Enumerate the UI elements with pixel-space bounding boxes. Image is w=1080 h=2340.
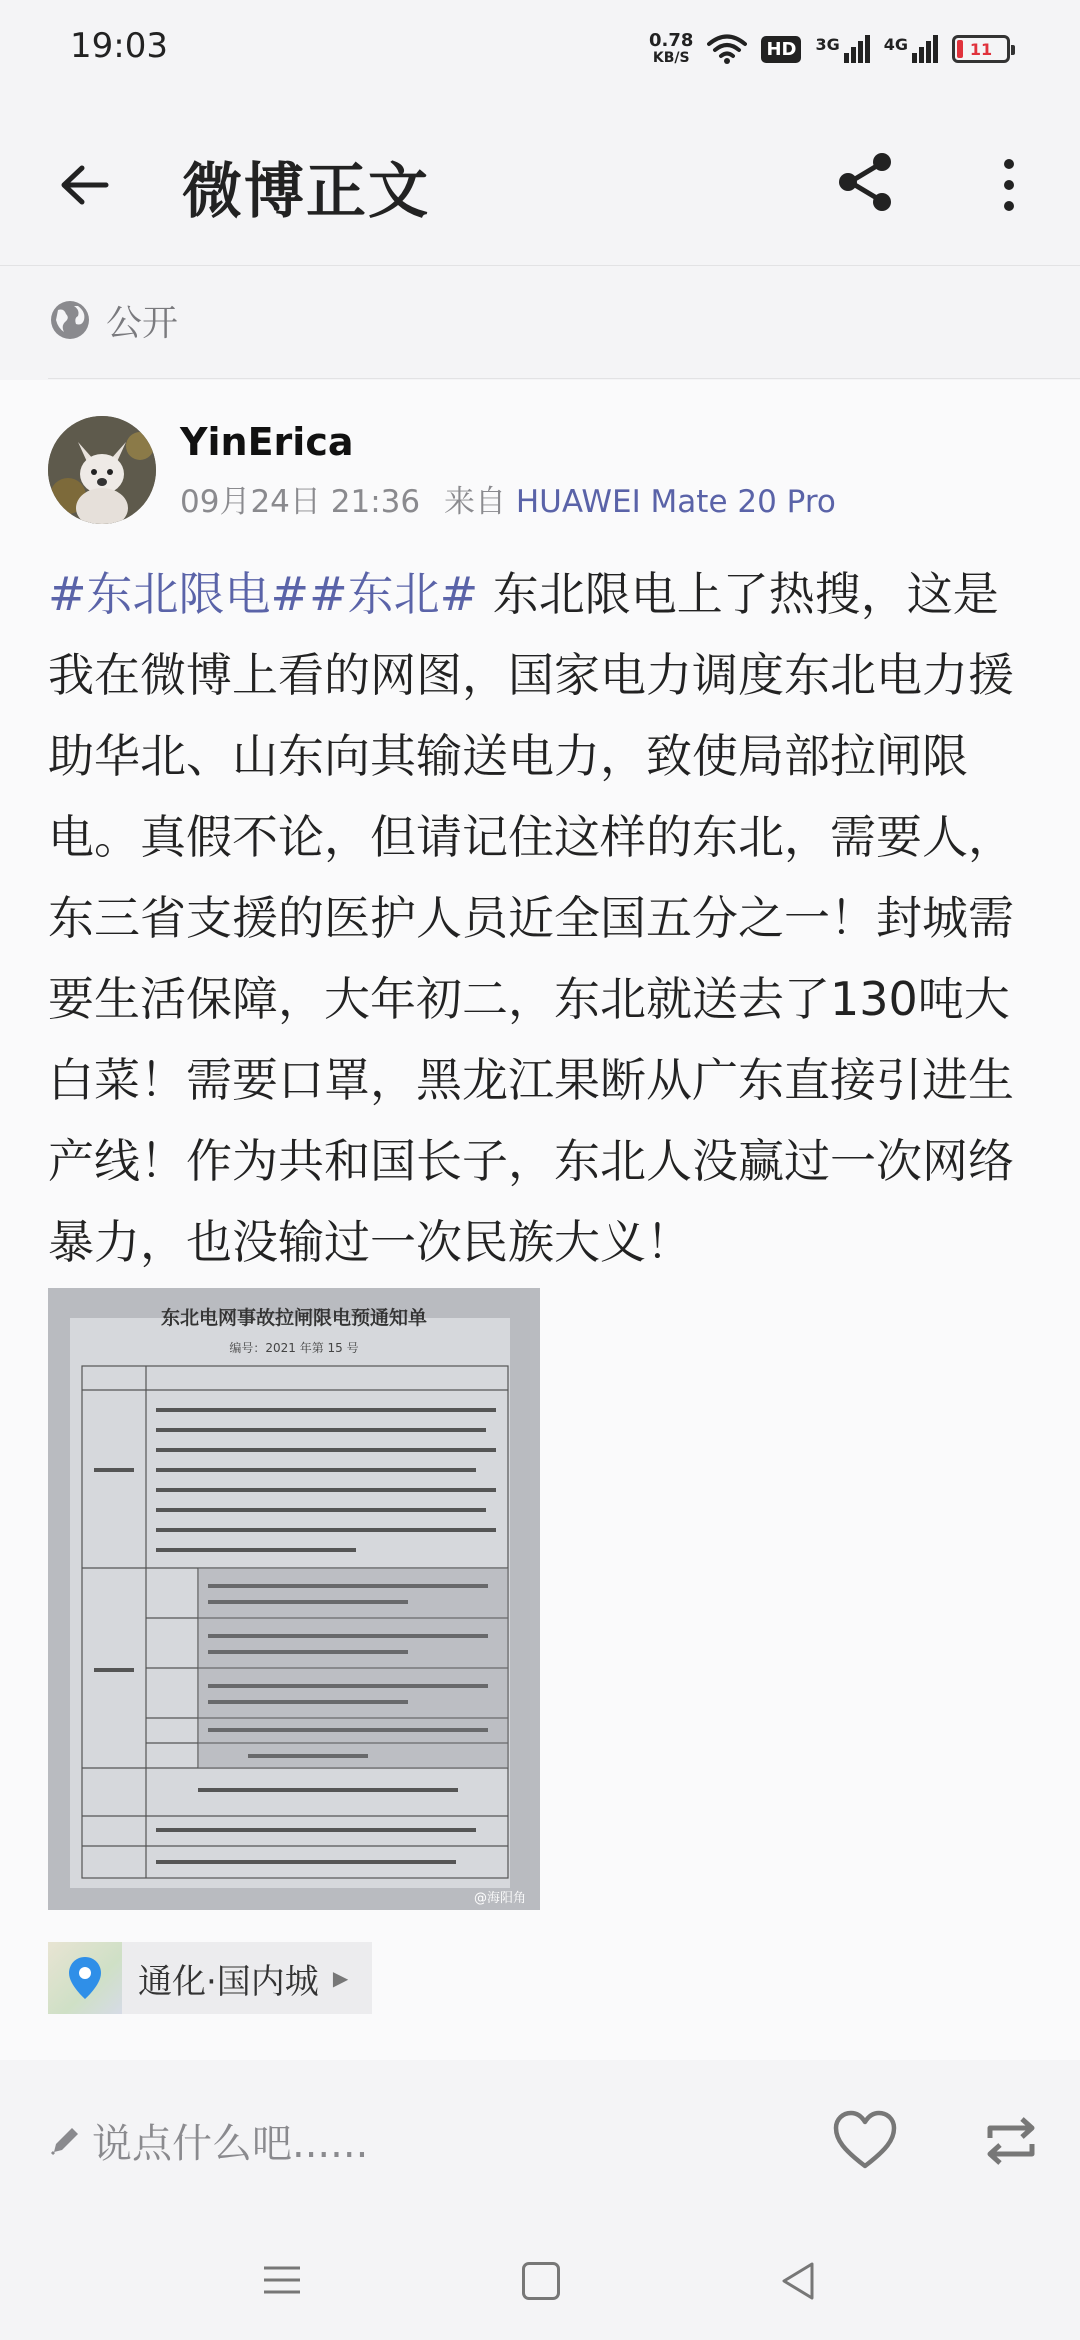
status-bar — [0, 0, 1080, 100]
share-icon[interactable] — [830, 146, 902, 218]
app-header — [0, 100, 1080, 266]
avatar[interactable] — [48, 416, 156, 524]
signal-3g-label: 3G — [815, 35, 840, 54]
map-thumbnail — [48, 1942, 122, 2014]
location-label: 通化·国内城 — [138, 1961, 319, 2002]
pencil-icon — [48, 2122, 84, 2158]
dog-avatar-icon — [48, 416, 156, 524]
doc-title: 东北电网事故拉闸限电预通知单 — [160, 1307, 428, 1329]
home-icon[interactable] — [522, 2262, 560, 2300]
post-body-text: 东北限电上了热搜，这是我在微博上看的网图，国家电力调度东北电力援助华北、山东向其输送电力，致使局部拉闸限电。真假不论，但请记住这样的东北，需要人，东三省支援的医护人员近全国五分之一！封城需要生活保障，大年初二，东北就送去了130吨大白菜！需要口罩，黑龙江果断从广东直接引进生产线！作为共和国长子，东北人没赢过一次网络暴力，也没输过一次民族大义！ — [48, 567, 1014, 1269]
status-icons — [649, 26, 1010, 72]
location-pin-icon — [67, 1955, 103, 2001]
post-meta — [180, 476, 836, 521]
battery-icon — [952, 35, 1010, 63]
battery-level: 11 — [969, 39, 993, 59]
action-bar — [0, 2060, 1080, 2220]
comment-placeholder: 说点什么吧...... — [92, 2120, 369, 2167]
visibility-label: 公开 — [106, 302, 179, 344]
post-source-prefix: 来自 — [443, 484, 506, 520]
more-options-icon[interactable] — [984, 150, 1034, 220]
signal-4g-label: 4G — [883, 35, 908, 54]
post-body — [48, 554, 1038, 1283]
post-datetime: 09月24日 21:36 — [180, 484, 421, 520]
hashtag-link[interactable]: #东北# — [309, 567, 479, 621]
heart-icon[interactable] — [830, 2106, 900, 2176]
recent-apps-icon[interactable] — [262, 2260, 302, 2300]
system-nav-bar — [0, 2220, 1080, 2340]
post-image[interactable] — [48, 1288, 540, 1910]
visibility-indicator — [48, 290, 178, 350]
post-device-link[interactable]: HUAWEI Mate 20 Pro — [515, 484, 836, 520]
post-card — [0, 380, 1080, 2060]
page-title: 微博正文 — [182, 157, 430, 227]
comment-input[interactable] — [48, 2108, 368, 2172]
hashtag-link[interactable]: #东北限电# — [48, 567, 310, 621]
hd-badge: HD — [761, 36, 801, 63]
location-tag[interactable] — [48, 1942, 372, 2014]
signal-3g-icon — [815, 35, 869, 63]
doc-number: 编号：2021 年第 15 号 — [229, 1341, 359, 1355]
divider — [48, 378, 1080, 379]
nav-back-icon[interactable] — [778, 2260, 818, 2302]
repost-icon[interactable] — [980, 2110, 1042, 2172]
network-speed-unit: KB/S — [652, 50, 690, 66]
image-watermark: @海阳角 — [473, 1891, 526, 1906]
wifi-icon — [707, 33, 747, 65]
username[interactable]: YinErica — [180, 420, 354, 464]
back-arrow-icon[interactable] — [50, 150, 120, 220]
network-speed-value: 0.78 — [649, 30, 694, 51]
chevron-right-icon: ▶ — [332, 1966, 349, 1990]
status-time: 19:03 — [70, 26, 168, 66]
document-photo — [48, 1288, 540, 1910]
network-speed — [649, 32, 693, 66]
globe-icon — [48, 298, 92, 342]
signal-4g-icon — [884, 35, 938, 63]
